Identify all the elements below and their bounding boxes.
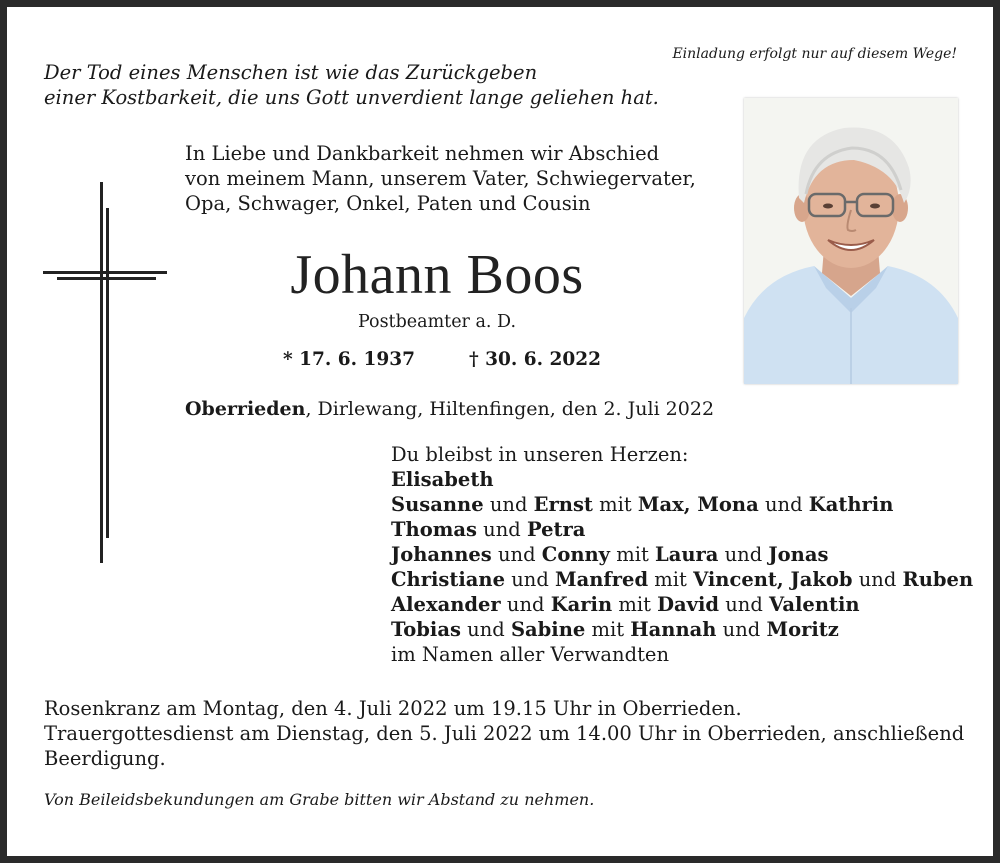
death-date: † 30. 6. 2022 (469, 349, 601, 370)
mourner-line: Alexander und Karin mit David und Valentin (391, 593, 860, 616)
quote-line: Der Tod eines Menschen ist wie das Zurückgeben (44, 61, 538, 84)
deceased-title: Postbeamter a. D. (357, 312, 517, 332)
deceased-name: Johann Boos (290, 244, 584, 306)
portrait-photo (744, 98, 958, 384)
portrait-illustration (744, 98, 958, 384)
mourner-line: Christiane und Manfred mit Vincent, Jakob und Ruben (391, 568, 974, 591)
mourner-line: Elisabeth (391, 468, 494, 491)
mourners-intro: Du bleibst in unseren Herzen: (391, 443, 689, 466)
place-main: Oberrieden (185, 398, 306, 420)
quote (44, 60, 659, 110)
birth-date: * 17. 6. 1937 (283, 349, 415, 370)
quote-line: einer Kostbarkeit, die uns Gott unverdient lange geliehen hat. (44, 86, 659, 109)
intro-line: von meinem Mann, unserem Vater, Schwiegervater, (185, 167, 696, 190)
place-and-date (185, 398, 714, 420)
mourner-line: Tobias und Sabine mit Hannah und Moritz (391, 618, 839, 641)
intro-text (185, 141, 696, 216)
intro-line: In Liebe und Dankbarkeit nehmen wir Abschied (185, 142, 660, 165)
obituary-notice (7, 7, 993, 856)
place-rest: , Dirlewang, Hiltenfingen, den 2. Juli 2022 (305, 398, 715, 420)
mourner-line: Johannes und Conny mit Laura und Jonas (391, 543, 829, 566)
invitation-note: Einladung erfolgt nur auf diesem Wege! (672, 46, 957, 62)
service-info (44, 696, 964, 771)
closing-note: Von Beileidsbekundungen am Grabe bitten wir Abstand zu nehmen. (44, 790, 595, 809)
mourner-line: Susanne und Ernst mit Max, Mona und Kathrin (391, 493, 894, 516)
mourner-line: Thomas und Petra (391, 518, 586, 541)
service-line: Rosenkranz am Montag, den 4. Juli 2022 um 19.15 Uhr in Oberrieden. (44, 697, 742, 720)
service-line: Trauergottesdienst am Dienstag, den 5. Juli 2022 um 14.00 Uhr in Oberrieden, anschließend (44, 722, 965, 745)
mourners-outro: im Namen aller Verwandten (391, 643, 670, 666)
service-line: Beerdigung. (44, 747, 166, 770)
intro-line: Opa, Schwager, Onkel, Paten und Cousin (185, 192, 591, 215)
mourners-list (391, 442, 973, 667)
